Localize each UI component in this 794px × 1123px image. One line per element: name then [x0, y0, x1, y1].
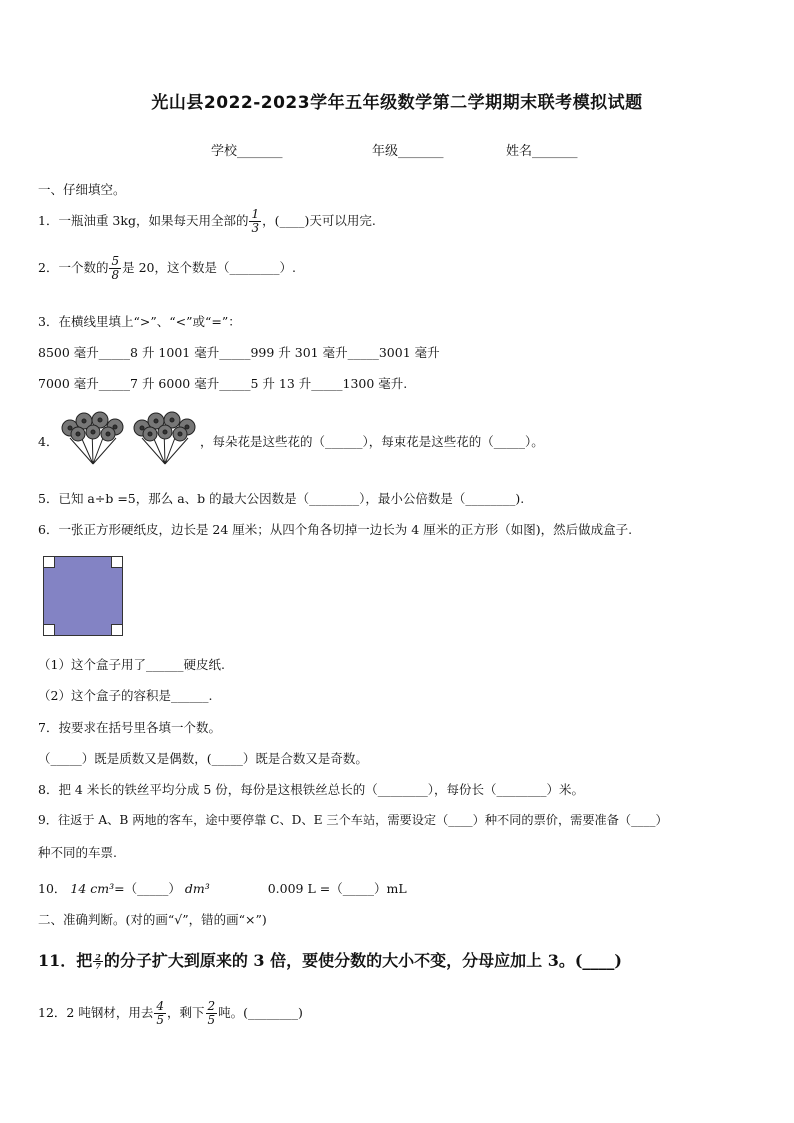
question-12: 12．2 吨钢材，用去 $\frac{4}{5}$ ，剩下 $\frac{2}{5}$ 吨。(________) [38, 999, 303, 1027]
question-3: 3．在横线里填上“>”、“<”或“=”： [38, 314, 241, 329]
question-3-row-2: 7000 毫升_____7 升 6000 毫升_____5 升 13 升_____1300 毫升. [38, 376, 408, 391]
question-1: 1．一瓶油重 3kg，如果每天用全部的 $\frac{1}{3}$ ，(____)天可以用完. [38, 207, 376, 235]
question-6-sub-1: （1）这个盒子用了______硬皮纸. [38, 657, 225, 672]
grade-field: 年级_______ [372, 144, 444, 159]
bouquet-left [62, 412, 123, 464]
school-field: 学校_______ [211, 144, 283, 159]
question-5: 5．已知 a÷b =5，那么 a、b 的最大公因数是（________），最小公倍数是（________). [38, 491, 525, 506]
page-title: 光山县2022-2023学年五年级数学第二学期期末联考模拟试题 [151, 93, 643, 113]
fraction: $\frac{5}{8}$ [111, 254, 120, 282]
bouquet-right [134, 412, 195, 464]
cardboard-square-diagram [43, 556, 123, 636]
question-3-row-1: 8500 毫升_____8 升 1001 毫升_____999 升 301 毫升_____3001 毫升 [38, 345, 440, 360]
question-9-line-1: 9．往返于 A、B 两地的客车，途中要停靠 C、D、E 三个车站，需要设定（____）种不同的票价，需要准备（____） [38, 813, 668, 827]
corner-cut-bottom-right [111, 624, 123, 636]
corner-cut-top-right [111, 556, 123, 568]
fraction: $\frac{2}{7}$ [95, 952, 101, 971]
section-heading-1: 一、仔细填空。 [38, 182, 126, 197]
question-9-line-2: 种不同的车票. [38, 845, 117, 860]
question-6: 6．一张正方形硬纸皮，边长是 24 厘米；从四个角各切掉一边长为 4 厘米的正方形（如图)，然后做成盒子. [38, 522, 633, 537]
question-4-text: ，每朵花是这些花的（______），每束花是这些花的（_____）。 [200, 434, 544, 449]
name-field: 姓名_______ [506, 144, 578, 159]
fraction: $\frac{4}{5}$ [156, 999, 164, 1027]
section-heading-2: 二、准确判断。(对的画“√”，错的画“×”) [38, 912, 267, 927]
question-11: 11．把 $\frac{2}{7}$ 的分子扩大到原来的 3 倍，要使分数的大小不变，分母应加上 3。(____) [38, 951, 622, 971]
question-7: 7．按要求在括号里各填一个数。 [38, 720, 221, 735]
question-7-line: （_____）既是质数又是偶数，(_____）既是合数又是奇数。 [38, 751, 368, 766]
fraction: $\frac{1}{3}$ [251, 207, 260, 235]
question-10: 10． 14 cm³=（_____） dm³ 0.009 L =（_____）mL [38, 881, 407, 896]
question-2: 2．一个数的 $\frac{5}{8}$ 是 20，这个数是（________）. [38, 254, 296, 282]
question-8: 8．把 4 米长的铁丝平均分成 5 份，每份是这根铁丝总长的（________），每份长（________）米。 [38, 782, 585, 797]
question-4-number: 4． [38, 434, 59, 449]
flower-bouquets-image [58, 408, 200, 468]
question-6-sub-2: （2）这个盒子的容积是______. [38, 688, 213, 703]
corner-cut-top-left [43, 556, 55, 568]
fraction: $\frac{2}{5}$ [207, 999, 216, 1027]
corner-cut-bottom-left [43, 624, 55, 636]
